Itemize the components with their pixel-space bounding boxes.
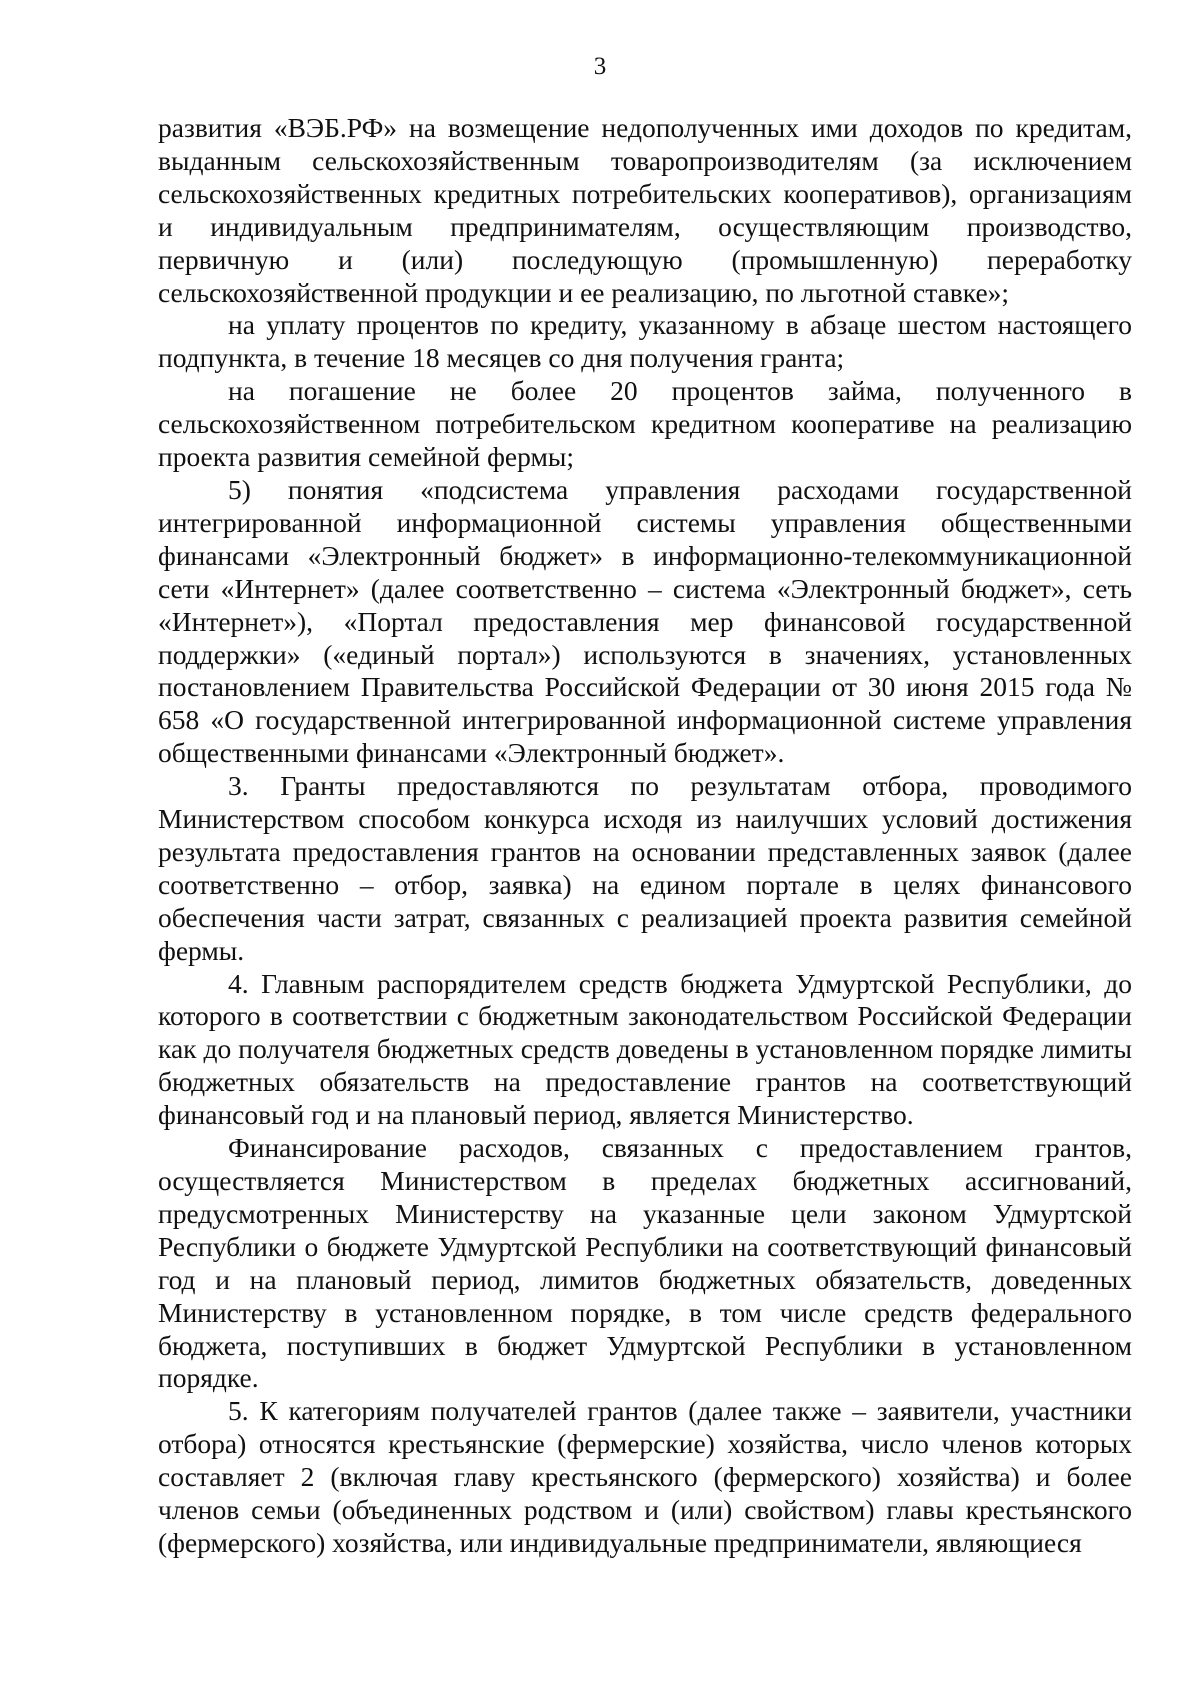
paragraph-8: 5. К категориям получателей грантов (далее также – заявители, участники отбора) относятся крестьянские (фермерские) хозяйства, число членов которых составляет 2 (включая главу крестьянского (фермерского) хозяйства) и более членов семьи (объединенных родством и (или) свойством) главы крестьянского (фермерского) хозяйства, или индивидуальные предприниматели, являющиеся bbox=[158, 1395, 1132, 1558]
paragraph-4: 5) понятия «подсистема управления расходами государственной интегрированной информационной системы управления общественными финансами «Электронный бюджет» в информационно-телекоммуникационной сети «Интернет» (далее соответственно – система «Электронный бюджет», сеть «Интернет»), «Портал предоставления мер финансовой государственной поддержки» («единый портал») используются в значениях, установленных постановлением Правительства Российской Федерации от 30 июня 2015 года № 658 «О государственной интегрированной информационной системе управления общественными финансами «Электронный бюджет». bbox=[158, 473, 1132, 769]
paragraph-2: на уплату процентов по кредиту, указанному в абзаце шестом настоящего подпункта, в течение 18 месяцев со дня получения гранта; bbox=[158, 309, 1132, 374]
document-body bbox=[158, 112, 1132, 1560]
paragraph-3: на погашение не более 20 процентов займа, полученного в сельскохозяйственном потребительском кредитном кооперативе на реализацию проекта развития семейной фермы; bbox=[158, 375, 1132, 473]
paragraph-6: 4. Главным распорядителем средств бюджета Удмуртской Республики, до которого в соответствии с бюджетным законодательством Российской Федерации как до получателя бюджетных средств доведены в установленном порядке лимиты бюджетных обязательств на предоставление грантов на соответствующий финансовый год и на плановый период, является Министерство. bbox=[158, 967, 1132, 1131]
paragraph-7: Финансирование расходов, связанных с предоставлением грантов, осуществляется Министерством в пределах бюджетных ассигнований, предусмотренных Министерству на указанные цели законом Удмуртской Республики о бюджете Удмуртской Республики на соответствующий финансовый год и на плановый период, лимитов бюджетных обязательств, доведенных Министерству в установленном порядке, в том числе средств федерального бюджета, поступивших в бюджет Удмуртской Республики в установленном порядке. bbox=[158, 1132, 1132, 1394]
paragraph-1: развития «ВЭБ.РФ» на возмещение недополученных ими доходов по кредитам, выданным сельскохозяйственным товаропроизводителям (за исключением сельскохозяйственных кредитных потребительских кооперативов), организациям и индивидуальным предпринимателям, осуществляющим производство, первичную и (или) последующую (промышленную) переработку сельскохозяйственной продукции и ее реализацию, по льготной ставке»; bbox=[158, 112, 1132, 308]
paragraph-5: 3. Гранты предоставляются по результатам отбора, проводимого Министерством способом конкурса исходя из наилучших условий достижения результата предоставления грантов на основании представленных заявок (далее соответственно – отбор, заявка) на едином портале в целях финансового обеспечения части затрат, связанных с реализацией проекта развития семейной фермы. bbox=[158, 770, 1132, 966]
page-number: 3 bbox=[593, 53, 607, 80]
